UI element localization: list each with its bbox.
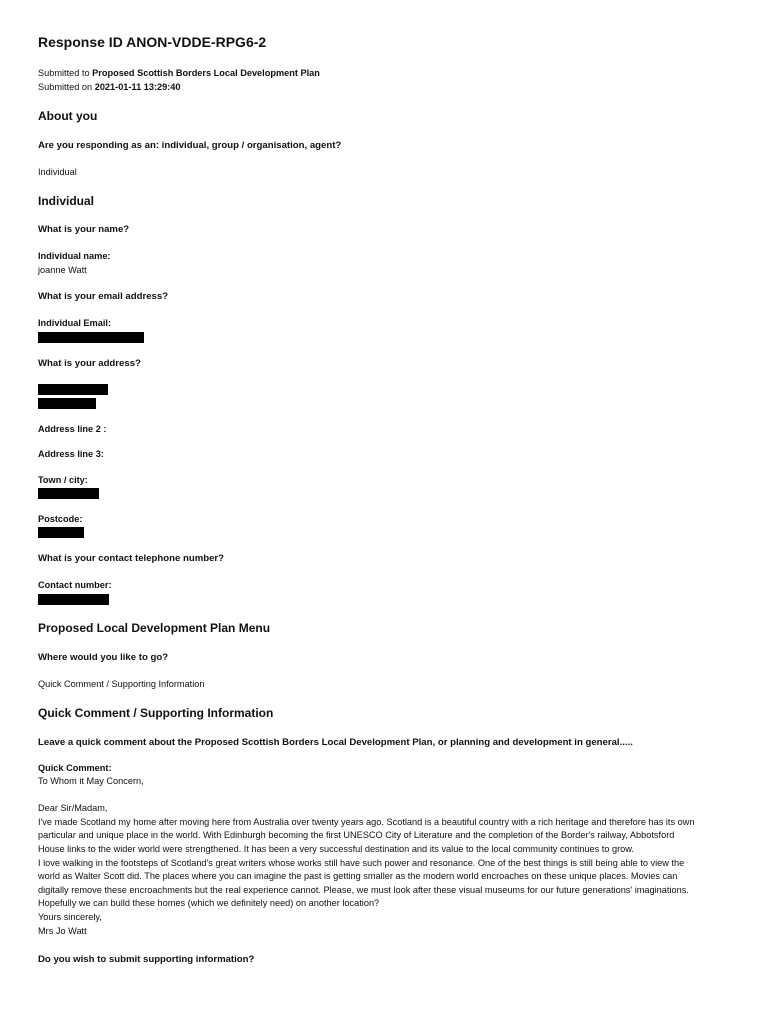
submitted-on-label: Submitted on (38, 82, 93, 92)
phone-redaction (38, 594, 109, 605)
town-label: Town / city: (38, 475, 88, 485)
email-label: Individual Email: (38, 318, 112, 328)
quick-comment-label: Quick Comment: (38, 763, 112, 773)
menu-answer: Quick Comment / Supporting Information (38, 679, 205, 689)
town-redaction (38, 488, 99, 499)
submitted-to-label: Submitted to (38, 68, 90, 78)
address-question: What is your address? (38, 358, 141, 369)
quick-comment-question: Leave a quick comment about the Proposed Scottish Borders Local Development Plan, or planning and development in general..... (38, 737, 633, 748)
address-line1-redaction (38, 384, 108, 395)
comment-line (38, 789, 738, 803)
submitted-to-line (38, 68, 320, 78)
phone-question: What is your contact telephone number? (38, 553, 225, 564)
supporting-info-question: Do you wish to submit supporting information? (38, 954, 255, 965)
address-line1b-redaction (38, 398, 96, 409)
comment-line: Mrs Jo Watt (38, 925, 87, 936)
postcode-label: Postcode: (38, 514, 83, 524)
respondent-type-question: Are you responding as an: individual, group / organisation, agent? (38, 140, 342, 151)
comment-line: House links to the wider world were strengthened. It has been a very successful destination and its value to the local community continues to grow. (38, 843, 634, 854)
comment-line: I've made Scotland my home after moving here from Australia over twenty years ago. Scotland is a beautiful country with a rich heritage and therefore has its own (38, 816, 695, 827)
menu-question: Where would you like to go? (38, 652, 169, 663)
address-line3-label: Address line 3: (38, 449, 104, 459)
submitted-on-line (38, 82, 181, 92)
comment-line: world as Walter Scott did. The places where you can imagine the past is getting smaller as the modern world encroaches on these unique places. Movies can (38, 871, 678, 882)
response-title: Response ID ANON-VDDE-RPG6-2 (38, 34, 267, 50)
comment-line: To Whom it May Concern, (38, 776, 144, 786)
respondent-type-answer: Individual (38, 167, 77, 177)
comment-line: particular and unique place in the world. With Edinburgh becoming the first UNESCO City of Literature and the completion of the Border's railway, Abbotsford (38, 830, 675, 841)
menu-heading: Proposed Local Development Plan Menu (38, 621, 271, 635)
name-value: joanne Watt (38, 265, 87, 275)
comment-line: digitally remove these encroachments but the real experience cannot. Please, we must look after these visual museums for our future generations' imaginations. (38, 884, 689, 895)
postcode-redaction (38, 527, 84, 538)
name-question: What is your name? (38, 224, 130, 235)
quick-comment-heading: Quick Comment / Supporting Information (38, 706, 274, 720)
comment-line: Hopefully we can build these homes (which we definitely need) on another location? (38, 898, 380, 909)
name-label: Individual name: (38, 251, 111, 261)
quick-comment-body (38, 775, 738, 938)
comment-line: Yours sincerely, (38, 911, 102, 922)
submitted-to-value: Proposed Scottish Borders Local Development Plan (92, 68, 320, 78)
email-question: What is your email address? (38, 291, 169, 302)
comment-line: Dear Sir/Madam, (38, 803, 108, 814)
email-redaction (38, 332, 144, 343)
submitted-on-value: 2021-01-11 13:29:40 (94, 82, 181, 92)
comment-line: I love walking in the footsteps of Scotland's great writers whose works still have such power and resonance. One of the best things is still being able to view the (38, 857, 685, 868)
address-line2-label: Address line 2 : (38, 424, 107, 434)
phone-label: Contact number: (38, 580, 112, 590)
individual-heading: Individual (38, 194, 95, 208)
about-heading: About you (38, 109, 98, 123)
